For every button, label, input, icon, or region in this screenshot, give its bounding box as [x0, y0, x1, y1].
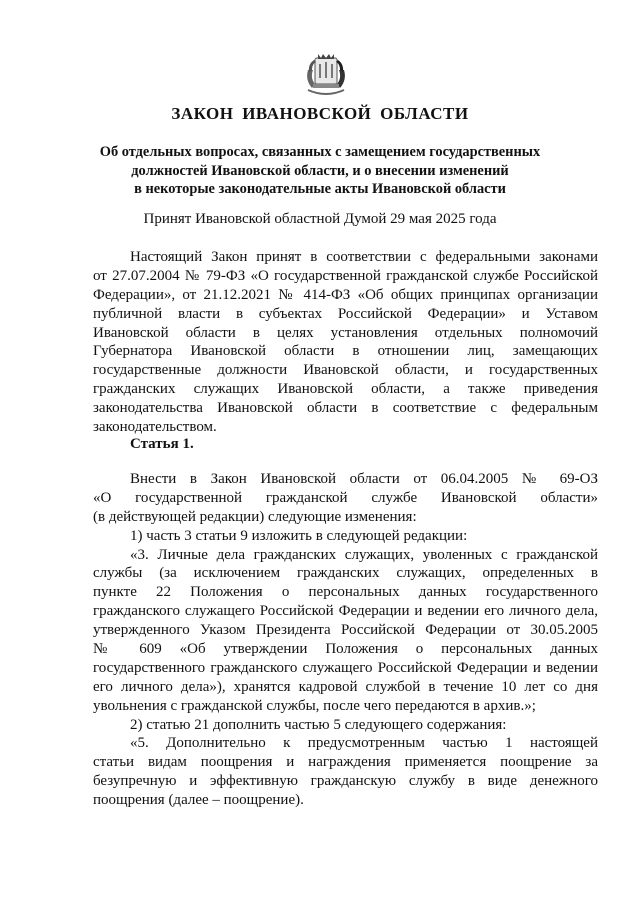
article-line [93, 527, 598, 546]
article-line [93, 791, 598, 810]
text-line: (в действующей редакции) следующие изменения: [93, 508, 417, 525]
article-line [93, 640, 598, 659]
preamble-line [93, 324, 598, 343]
text-line: безупречную и эффективную гражданскую службу в виде денежного [93, 773, 598, 790]
article-body [93, 470, 598, 810]
preamble-line [93, 248, 598, 267]
preamble-line [93, 286, 598, 305]
text-line: гражданских служащих Ивановской области, а также приведения [93, 381, 598, 398]
text-line: поощрения (далее – поощрение). [93, 792, 304, 809]
text-line: службы (за исключением гражданских служащих, определенных в [93, 565, 598, 582]
text-line: от 27.07.2004 № 79-ФЗ «О государственной гражданской службе Российской [93, 267, 598, 284]
preamble-paragraph [93, 248, 598, 437]
text-line: гражданского служащего Российской Федерации и ведении его личного дела, [93, 603, 598, 620]
article-line [93, 716, 598, 735]
article-line [93, 602, 598, 621]
preamble-line [93, 418, 598, 437]
article-line [93, 489, 598, 508]
adoption-statement: Принят Ивановской областной Думой 29 мая 2025 года [143, 211, 497, 227]
text-line: увольнения с гражданской службы, после чего передаются в архив.»; [93, 697, 536, 714]
text-line: государственного гражданского служащего Российской Федерации и ведении [93, 659, 598, 676]
text-line: его личного дела»), хранятся кадровой службой в течение 10 лет со дня [93, 678, 598, 695]
text-line: публичной власти в субъектах Российской Федерации» и Уставом [93, 305, 598, 322]
text-line: «3. Личные дела гражданских служащих, уволенных с гражданской [130, 546, 598, 563]
text-line: 1) часть 3 статьи 9 изложить в следующей редакции: [130, 527, 468, 544]
preamble-line [93, 267, 598, 286]
article-line [93, 546, 598, 565]
preamble-line [93, 361, 598, 380]
text-line: законодательством. [93, 419, 217, 436]
article-line [93, 678, 598, 697]
text-line: государственные должности Ивановской области, и государственных [93, 362, 598, 379]
preamble-line [93, 380, 598, 399]
text-line: пункте 22 Положения о персональных данных государственного [93, 584, 598, 601]
text-line: Федерации», от 21.12.2021 № 414-ФЗ «Об общих принципах организации [93, 286, 598, 303]
preamble-line [93, 342, 598, 361]
coat-of-arms-icon [304, 50, 348, 96]
preamble-line [93, 399, 598, 418]
article-line [93, 753, 598, 772]
text-line: законодательства Ивановской области в соответствие с федеральным [93, 400, 598, 417]
text-line: утвержденного Указом Президента Российской Федерации от 30.05.2005 [93, 622, 598, 639]
article-heading: Статья 1. [130, 436, 194, 452]
text-line: № 609 «Об утверждении Положения о персональных данных [93, 641, 598, 658]
text-line: Настоящий Закон принят в соответствии с федеральными законами [130, 249, 598, 265]
preamble-line [93, 305, 598, 324]
text-line: «5. Дополнительно к предусмотренным частью 1 настоящей [130, 735, 598, 752]
article-line [93, 508, 598, 527]
text-line: «О государственной гражданской службе Ивановской области» [93, 489, 598, 506]
law-subtitle [0, 143, 640, 199]
text-line: 2) статью 21 дополнить частью 5 следующего содержания: [130, 716, 507, 733]
article-line [93, 697, 598, 716]
subtitle-line: Об отдельных вопросах, связанных с замещением государственных [99, 144, 541, 160]
article-line [93, 659, 598, 678]
article-line [93, 621, 598, 640]
article-line [93, 772, 598, 791]
article-line [93, 583, 598, 602]
article-line [93, 564, 598, 583]
subtitle-line: должностей Ивановской области, и о внесении изменений [131, 162, 509, 179]
text-line: Губернатора Ивановской области в отношении лиц, замещающих [93, 343, 598, 360]
subtitle-line: в некоторые законодательные акты Ивановской области [134, 181, 506, 197]
text-line: Внести в Закон Ивановской области от 06.04.2005 № 69-ОЗ [130, 471, 598, 487]
article-line [93, 734, 598, 753]
text-line: Ивановской области в целях установления отдельных полномочий [93, 324, 598, 341]
law-title: ЗАКОН ИВАНОВСКОЙ ОБЛАСТИ [171, 104, 469, 123]
article-line [93, 470, 598, 489]
text-line: статьи видам поощрения и награждения применяется поощрение за [93, 754, 598, 771]
